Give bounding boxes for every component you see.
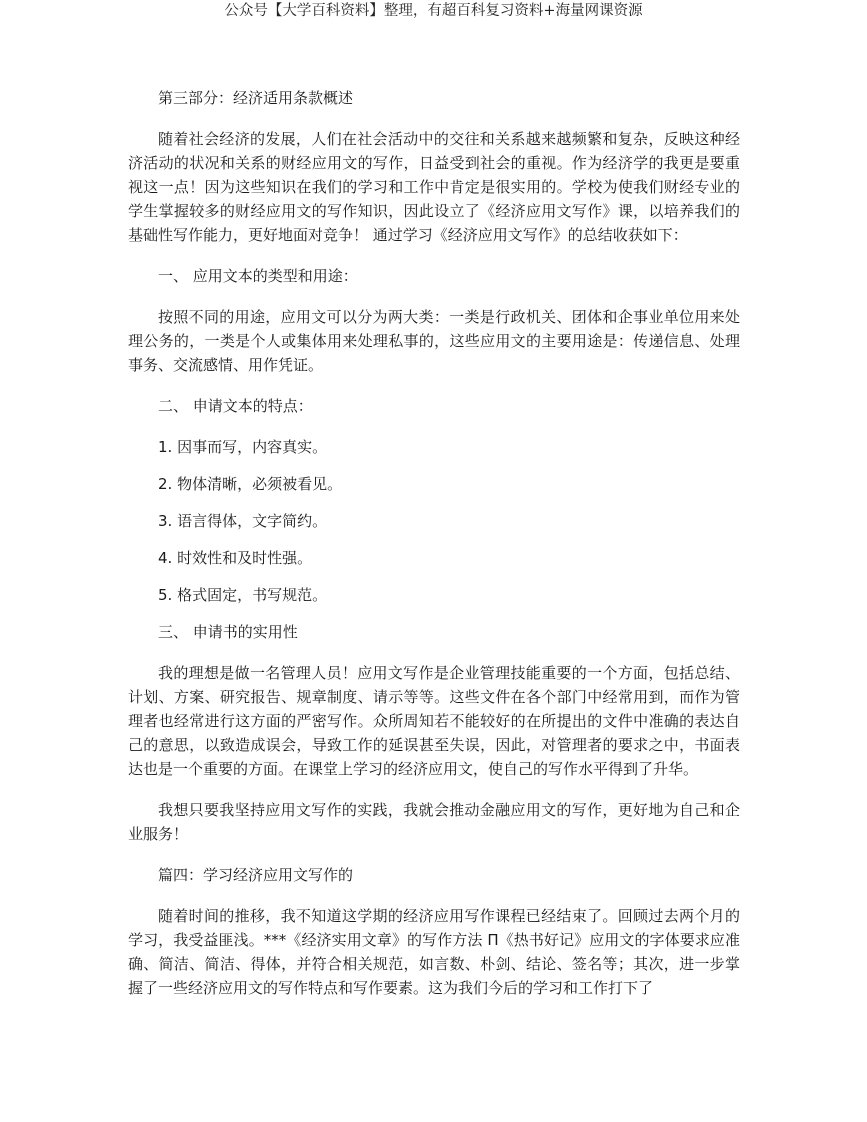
paragraph-ideal: 我的理想是做一名管理人员！应用文写作是企业管理技能重要的一个方面，包括总结、计划、方案、研究报告、规章制度、请示等等。这些文件在各个部门中经常用到，而作为管理者也经常进行这方面的严密写作。众所周知若不能较好的在所提出的文件中准确的表达自己的意思，以致造成误会，导致工作的延误甚至失误，因此，对管理者的要求之中，书面表达也是一个重要的方面。在课堂上学习的经济应用文，使自己的写作水平得到了升华。	[128, 664, 740, 778]
list-item: 3. 语言得体，文字简约。	[158, 512, 328, 530]
section-heading-types: 一、 应用文本的类型和用途：	[158, 267, 358, 285]
list-item: 5. 格式固定，书写规范。	[158, 586, 328, 604]
list-item: 2. 物体清晰，必须被看见。	[158, 475, 343, 493]
page-header: 公众号【大学百科资料】整理，有超百科复习资料+海量网课资源	[224, 3, 643, 19]
paragraph-practice: 我想只要我坚持应用文写作的实践，我就会推动金融应用文的写作，更好地为自己和企业服务！	[128, 801, 740, 843]
list-item: 4. 时效性和及时性强。	[158, 549, 313, 567]
section-heading-practicality: 三、 申请书的实用性	[158, 623, 298, 641]
section-heading-part-three: 第三部分：经济适用条款概述	[158, 89, 354, 107]
section-heading-features: 二、 申请文本的特点：	[158, 397, 313, 415]
paragraph-types: 按照不同的用途，应用文可以分为两大类：一类是行政机关、团体和企事业单位用来处理公务的，一类是个人或集体用来处理私事的，这些应用文的主要用途是：传递信息、处理事务、交流感情、用作凭证。	[128, 308, 740, 374]
paragraph-review: 随着时间的推移，我不知道这学期的经济应用写作课程已经结束了。回顾过去两个月的学习，我受益匪浅。***《经济实用文章》的写作方法 Π《热书好记》应用文的字体要求应准确、简洁、简洁、得体，并符合相关规范，如言数、朴剑、结论、签名等；其次，进一步掌握了一些经济应用文的写作特点和写作要素。这为我们今后的学习和工作打下了	[128, 907, 740, 997]
paragraph-intro: 随着社会经济的发展，人们在社会活动中的交往和关系越来越频繁和复杂，反映这种经济活动的状况和关系的财经应用文的写作，日益受到社会的重视。作为经济学的我更是要重视这一点！因为这些知识在我们的学习和工作中肯定是很实用的。学校为使我们财经专业的学生掌握较多的财经应用文的写作知识，因此设立了《经济应用文写作》课，以培养我们的基础性写作能力，更好地面对竞争！ 通过学习《经济应用文写作》的总结收获如下：	[128, 130, 740, 244]
document-body	[128, 86, 740, 1017]
list-item: 1. 因事而写，内容真实。	[158, 438, 328, 456]
section-heading-part-four: 篇四：学习经济应用文写作的	[158, 866, 354, 884]
